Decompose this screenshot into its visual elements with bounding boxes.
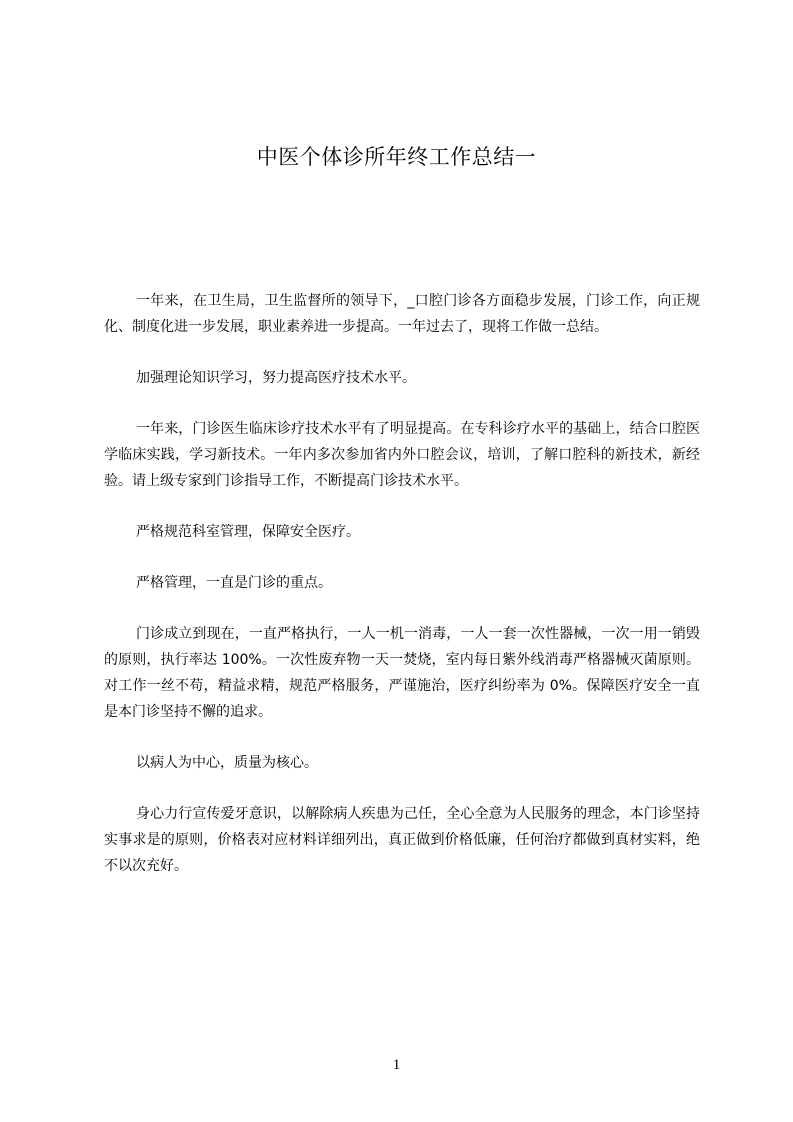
paragraph-technical-improvement: 一年来，门诊医生临床诊疗技术水平有了明显提高。在专科诊疗水平的基础上，结合口腔医学临床实践，学习新技术。一年内多次参加省内外口腔会议，培训，了解口腔科的新技术，新经验。请上级专家到门诊指导工作，不断提高门诊技术水平。 (104, 421, 700, 489)
paragraph-intro: 一年来，在卫生局，卫生监督所的领导下，_口腔门诊各方面稳步发展，门诊工作，向正规化、制度化进一步发展，职业素养进一步提高。一年过去了，现将工作做一总结。 (104, 293, 700, 335)
document-body (104, 288, 700, 879)
paragraph-heading-management: 严格规范科室管理，保障安全医疗。 (136, 524, 360, 540)
document-title: 中医个体诊所年终工作总结一 (256, 145, 537, 169)
paragraph-management-focus: 严格管理，一直是门诊的重点。 (136, 575, 332, 591)
paragraph-heading-theory-study: 加强理论知识学习，努力提高医疗技术水平。 (136, 370, 416, 386)
paragraph-heading-patient-centered: 以病人为中心，质量为核心。 (136, 755, 318, 771)
paragraph-disinfection: 门诊成立到现在，一直严格执行，一人一机一消毒，一人一套一次性器械，一次一用一销毁的原则，执行率达 100%。一次性废弃物一天一焚烧，室内每日紫外线消毒严格器械灭菌原则。对工作一丝不苟，精益求精，规范严格服务，严谨施治，医疗纠纷率为 0%。保障医疗安全一直是本门诊坚持不懈的追求。 (104, 626, 700, 720)
paragraph-service-philosophy: 身心力行宣传爱牙意识，以解除病人疾患为己任，全心全意为人民服务的理念，本门诊坚持实事求是的原则，价格表对应材料详细列出，真正做到价格低廉，任何治疗都做到真材实料，绝不以次充好。 (104, 806, 700, 874)
page-number: 1 (392, 1057, 401, 1073)
